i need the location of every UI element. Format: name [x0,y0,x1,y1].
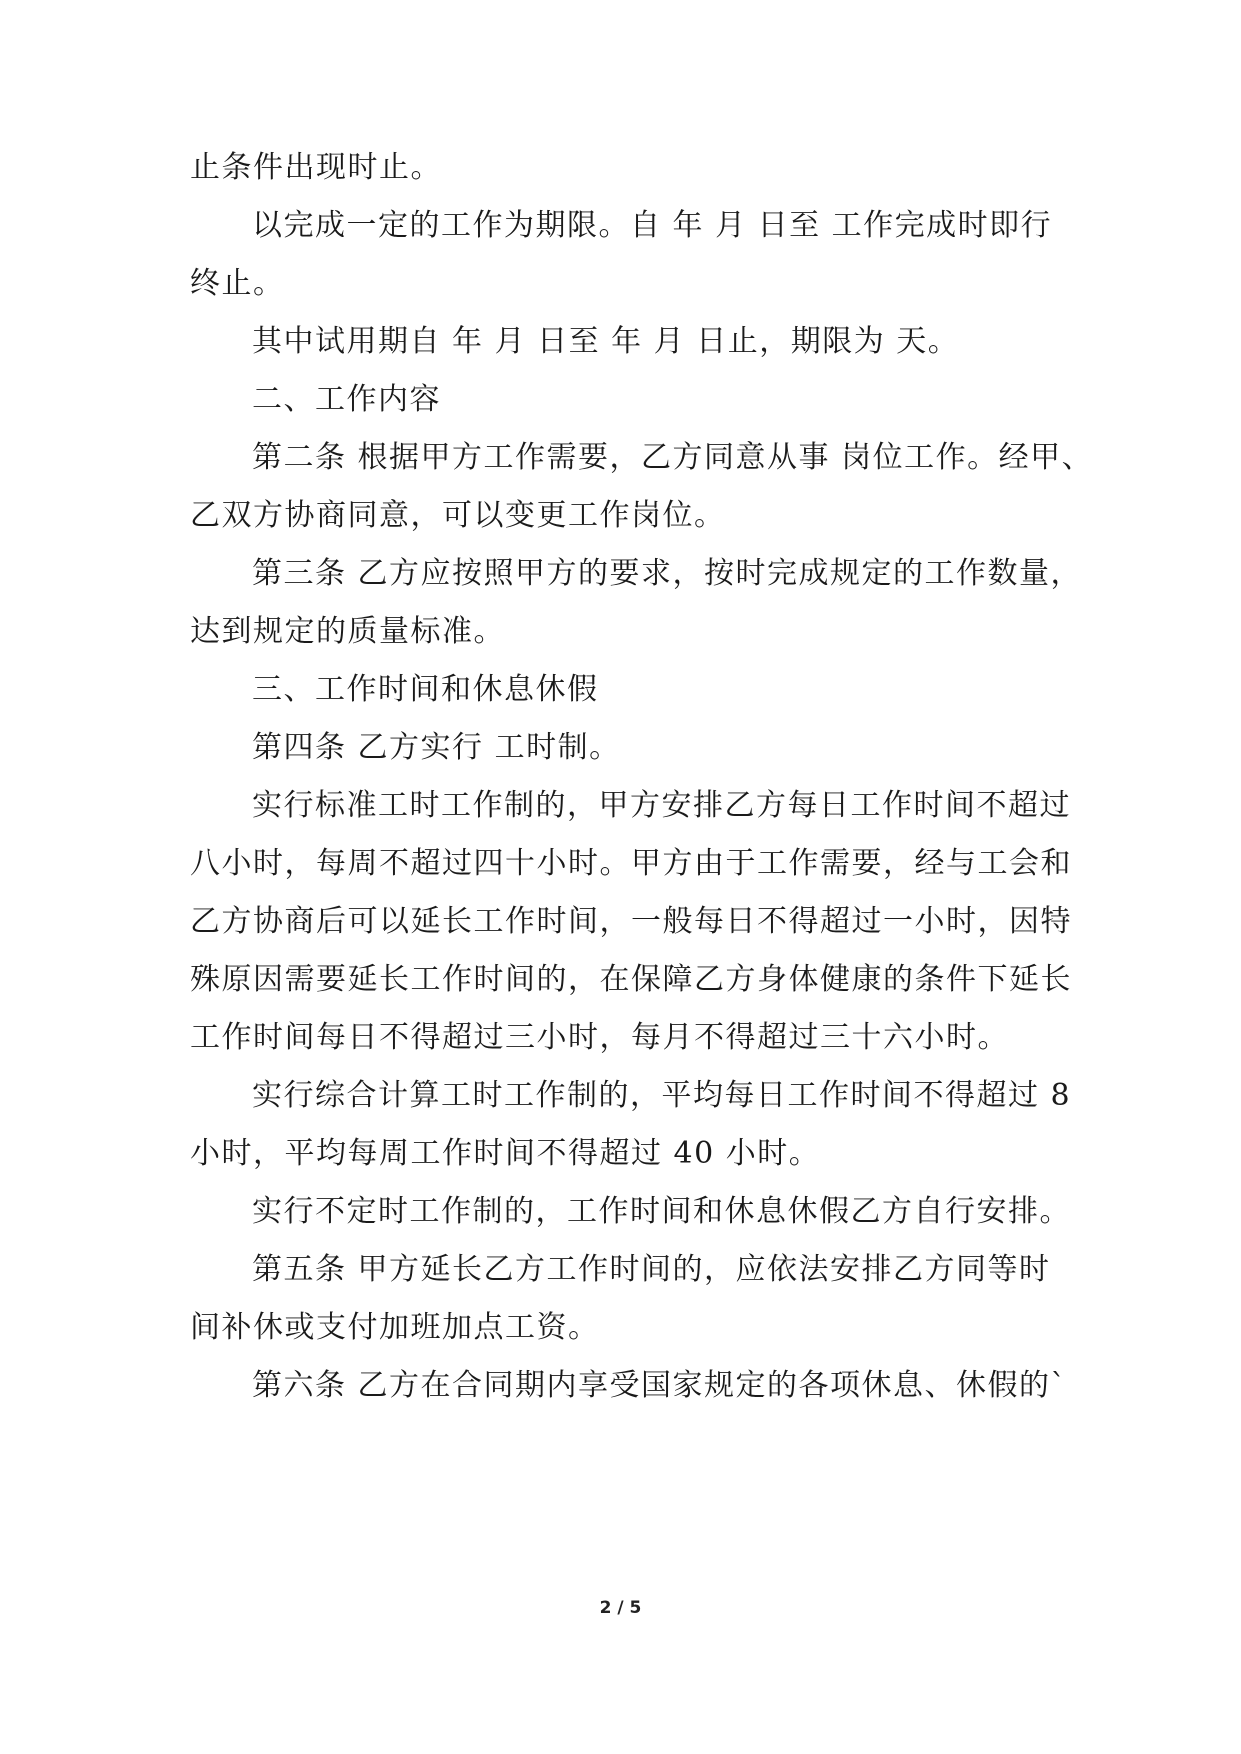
line-1: 止条件出现时止。 [190,150,442,185]
page-number: 2 / 5 [599,1598,642,1618]
line-14: 乙方协商后可以延长工作时间，一般每日不得超过一小时，因特 [190,904,1072,939]
line-22: 第六条 乙方在合同期内享受国家规定的各项休息、休假的` [252,1368,1068,1403]
line-21: 间补休或支付加班加点工资。 [190,1310,600,1345]
line-12: 实行标准工时工作制的，甲方安排乙方每日工作时间不超过 [252,788,1071,823]
line-13: 八小时，每周不超过四十小时。甲方由于工作需要，经与工会和 [190,846,1072,881]
line-8: 第三条 乙方应按照甲方的要求，按时完成规定的工作数量， [252,556,1083,591]
line-7: 乙双方协商同意，可以变更工作岗位。 [190,498,726,533]
section-heading-work-content: 二、工作内容 [252,382,441,417]
line-20: 第五条 甲方延长乙方工作时间的，应依法安排乙方同等时 [252,1252,1051,1287]
line-9: 达到规定的质量标准。 [190,614,505,649]
line-2: 以完成一定的工作为期限。自 年 月 日至 工作完成时即行 [252,208,1053,243]
line-18: 小时，平均每周工作时间不得超过 40 小时。 [190,1136,821,1171]
line-6: 第二条 根据甲方工作需要，乙方同意从事 岗位工作。经甲、 [252,440,1094,475]
line-16: 工作时间每日不得超过三小时，每月不得超过三十六小时。 [190,1020,1009,1055]
line-15: 殊原因需要延长工作时间的，在保障乙方身体健康的条件下延长 [190,962,1072,997]
line-17: 实行综合计算工时工作制的，平均每日工作时间不得超过 8 [252,1078,1072,1113]
line-4: 其中试用期自 年 月 日至 年 月 日止，期限为 天。 [252,324,960,359]
line-3: 终止。 [190,266,285,301]
section-heading-work-time: 三、工作时间和休息休假 [252,672,599,707]
line-19: 实行不定时工作制的，工作时间和休息休假乙方自行安排。 [252,1194,1071,1229]
line-11: 第四条 乙方实行 工时制。 [252,730,621,765]
